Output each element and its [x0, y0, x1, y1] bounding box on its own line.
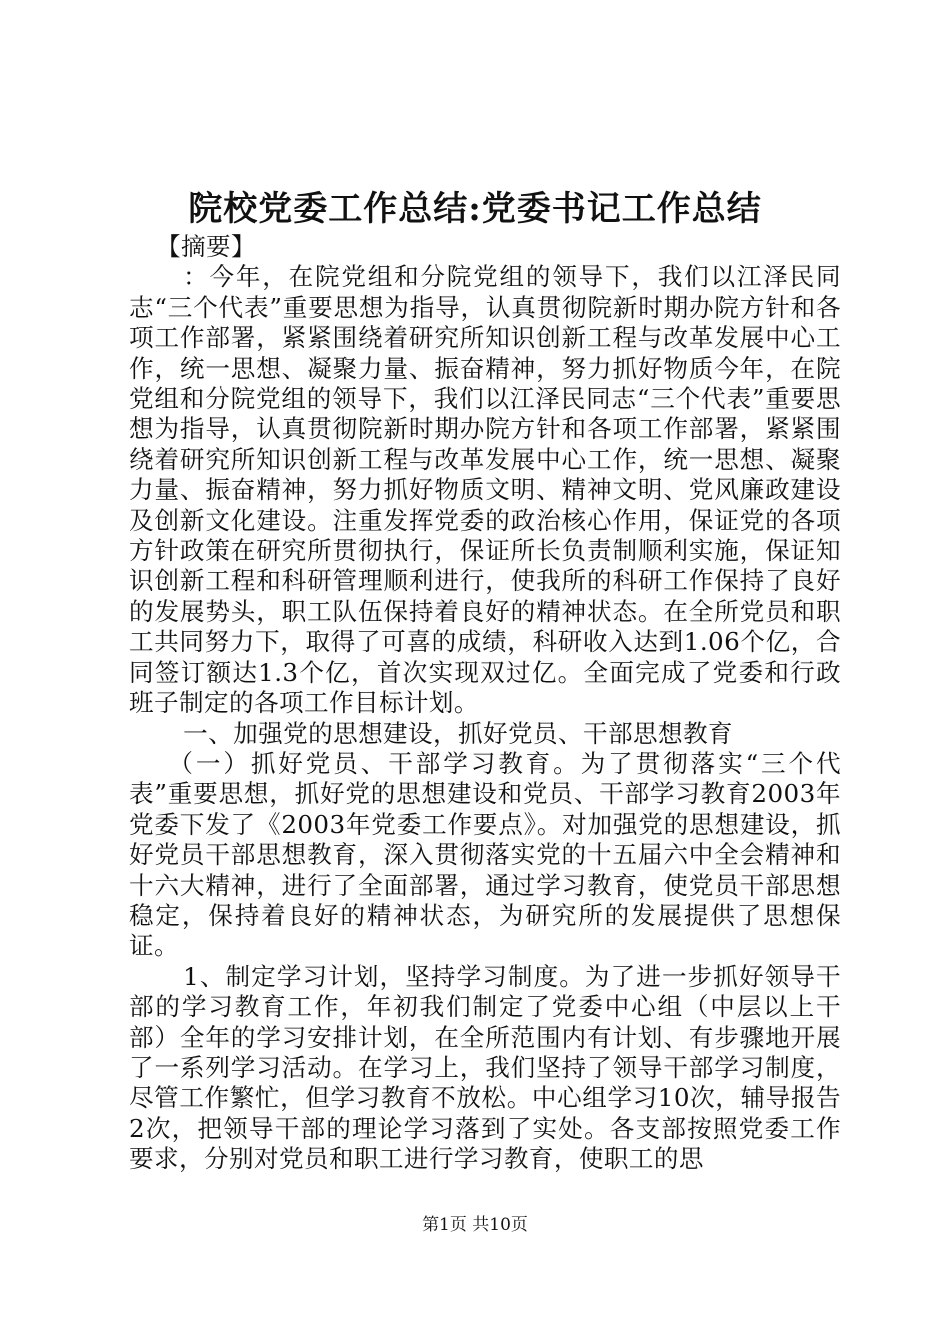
document-body — [129, 232, 841, 1175]
paragraph-item-1: 1、制定学习计划，坚持学习制度。为了进一步抓好领导干部的学习教育工作，年初我们制定了党委中心组（中层以上干部）全年的学习安排计划，在全所范围内有计划、有步骤地开展了一系列学习活动。在学习上，我们坚持了领导干部学习制度，尽管工作繁忙，但学习教育不放松。中心组学习10次，辅导报告2次，把领导干部的理论学习落到了实处。各支部按照党委工作要求，分别对党员和职工进行学习教育，使职工的思 — [129, 961, 841, 1174]
document-title: 院校党委工作总结:党委书记工作总结 — [188, 189, 762, 229]
page-footer: 第1页 共10页 — [422, 1215, 528, 1235]
paragraph-abstract: ：今年，在院党组和分院党组的领导下，我们以江泽民同志“三个代表”重要思想为指导，认真贯彻院新时期办院方针和各项工作部署，紧紧围绕着研究所知识创新工程与改革发展中心工作，统一思想、凝聚力量、振奋精神，努力抓好物质今年，在院党组和分院党组的领导下，我们以江泽民同志“三个代表”重要思想为指导，认真贯彻院新时期办院方针和各项工作部署，紧紧围绕着研究所知识创新工程与改革发展中心工作，统一思想、凝聚力量、振奋精神，努力抓好物质文明、精神文明、党风廉政建设及创新文化建设。注重发挥党委的政治核心作用，保证党的各项方针政策在研究所贯彻执行，保证所长负责制顺利实施，保证知识创新工程和科研管理顺利进行，使我所的科研工作保持了良好的发展势头，职工队伍保持着良好的精神状态。在全所党员和职工共同努力下，取得了可喜的成绩，科研收入达到1.06个亿，合同签订额达1.3个亿，首次实现双过亿。全面完成了党委和行政班子制定的各项工作目标计划。 — [129, 262, 841, 718]
abstract-heading: 【摘要】 — [156, 232, 257, 261]
paragraph-subsection-1: （一）抓好党员、干部学习教育。为了贯彻落实“三个代表”重要思想，抓好党的思想建设和党员、干部学习教育2003年党委下发了《2003年党委工作要点》。对加强党的思想建设，抓好党员干部思想教育，深入贯彻落实党的十五届六中全会精神和十六大精神，进行了全面部署，通过学习教育，使党员干部思想稳定，保持着良好的精神状态，为研究所的发展提供了思想保证。 — [129, 748, 841, 961]
section-heading-1: 一、加强党的思想建设，抓好党员、干部思想教育 — [183, 718, 733, 748]
